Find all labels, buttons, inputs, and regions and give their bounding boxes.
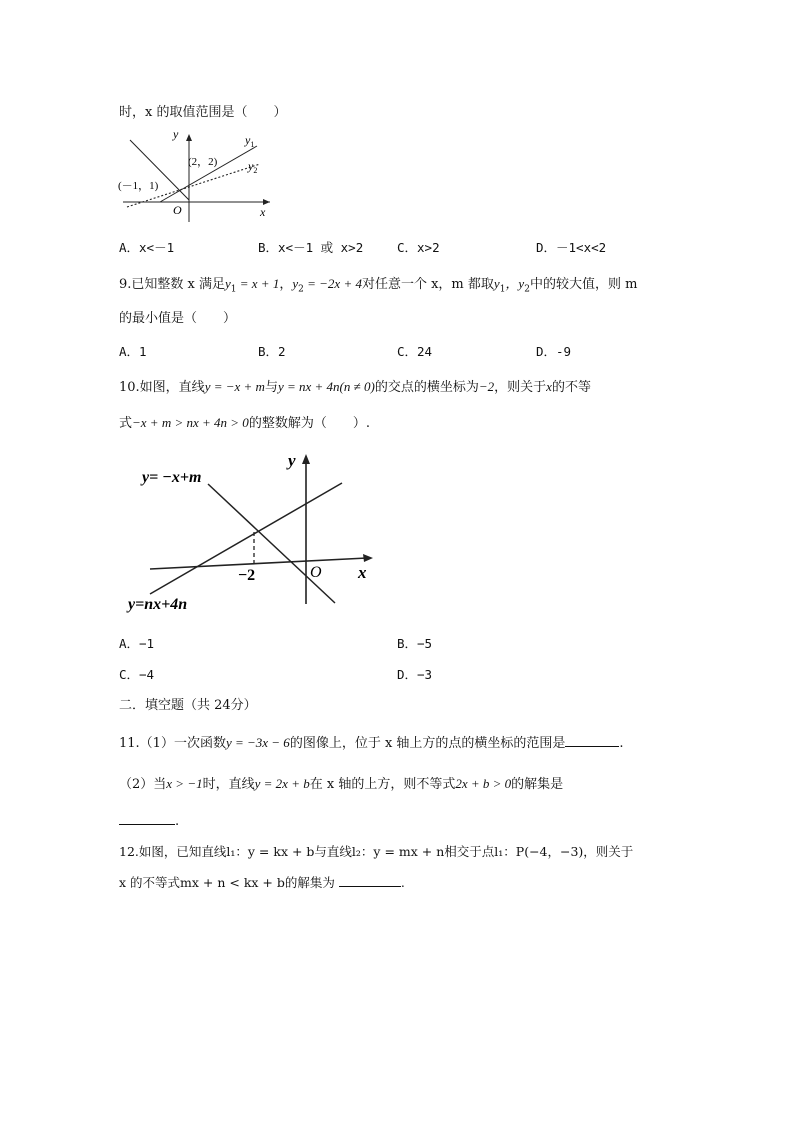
q11-blank-1[interactable] [565, 733, 619, 747]
q8-option-d[interactable]: D．－1<x<2 [536, 240, 607, 255]
section-heading: 二．填空题（共 24分） [119, 698, 257, 713]
q10-x-label: x [358, 563, 367, 582]
q10-option-d[interactable]: D．−3 [397, 667, 433, 682]
q9-stem-line1: 9.已知整数 x 满足$y_1 = x + 1$，$y_2 = -2x + 4$对任意一个 x，m 都取$y_1$，$y_2$中的较大值，则 m [119, 276, 638, 295]
q11-part2: （2）当x > −1时，直线y = 2x + b在 x 轴的上方，则不等式2x + b > 0的解集是 [119, 776, 564, 792]
q10-option-b[interactable]: B．−5 [397, 636, 433, 651]
q9-option-c[interactable]: C．24 [397, 344, 433, 359]
q8-origin-label: O [173, 203, 182, 217]
q10-option-a[interactable]: A．−1 [119, 636, 155, 651]
q8-point-a-label: (2，2) [188, 156, 218, 168]
q10-line-decreasing [208, 484, 335, 603]
q10-tick-label: −2 [238, 567, 256, 584]
q10-option-c[interactable]: C．−4 [119, 667, 155, 682]
q12-stem-line1: 12.如图，已知直线l₁：y = kx + b与直线l₂：y = mx + n相交于点l₁：P(−4，−3)，则关于 [119, 844, 634, 859]
q10-x-axis [150, 558, 367, 569]
q8-option-b[interactable]: B．x<－1 或 x>2 [258, 240, 364, 255]
q8-option-a[interactable]: A．x<－1 [119, 240, 175, 255]
q9-option-b[interactable]: B．2 [258, 344, 286, 359]
q8-option-c[interactable]: C．x>2 [397, 240, 440, 255]
q12-blank[interactable] [339, 873, 401, 887]
q9-option-a[interactable]: A．1 [119, 344, 147, 359]
q11-part2-answer: . [119, 811, 179, 831]
q10-label-top: y= −x+m [142, 469, 202, 486]
q11-part1: 11.（1）一次函数y = −3x − 6的图像上，位于 x 轴上方的点的横坐标的范围是 . [119, 735, 624, 751]
q10-stem-line1: 10.如图，直线y = −x + m与y = nx + 4n(n ≠ 0)的交点的横坐标为−2，则关于x的不等 [119, 379, 591, 395]
q8-point-b-label: (－1，1) [118, 180, 159, 192]
q10-y-arrow [302, 454, 310, 464]
q8-y-label: y [173, 127, 179, 141]
q10-origin-label: O [310, 564, 322, 581]
q11-blank-2[interactable] [119, 811, 175, 825]
q8-y1-label: $y_1$ [245, 133, 255, 149]
q10-graph [120, 446, 385, 616]
q8-x-label: x [260, 205, 266, 219]
q8-stem: 时，x 的取值范围是（ ） [119, 105, 287, 120]
q8-y-arrow [186, 134, 192, 141]
q8-line-y1 [160, 146, 257, 202]
q8-y2-label: $y_2$ [248, 159, 258, 175]
q9-option-d[interactable]: D．-9 [536, 344, 572, 359]
q10-label-bottom: y=nx+4n [128, 596, 188, 613]
q10-stem-line2: 式−x + m > nx + 4n > 0的整数解为（ ）. [119, 415, 370, 431]
q12-stem-line2: x 的不等式mx + n < kx + b的解集为 . [119, 875, 405, 890]
q9-stem-line2: 的最小值是（ ） [119, 311, 237, 326]
q10-y-label: y [288, 451, 296, 470]
q10-x-arrow [363, 554, 373, 562]
q8-graph [115, 122, 280, 226]
